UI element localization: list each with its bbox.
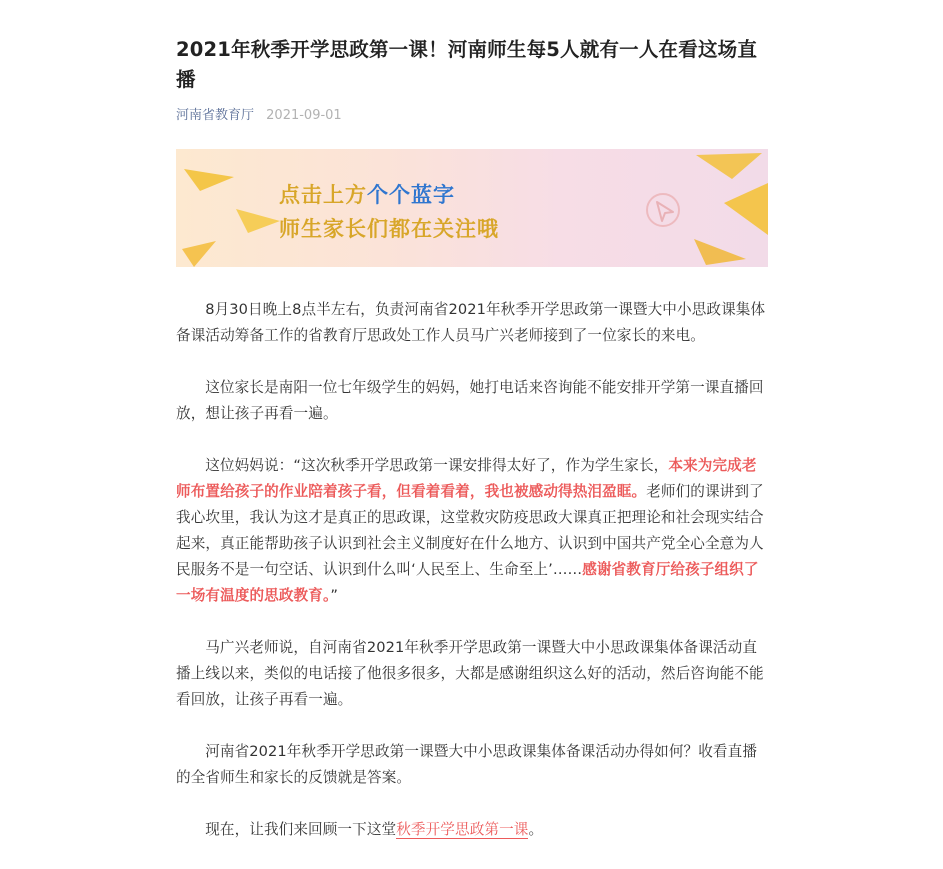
paragraph-1: 8月30日晚上8点半左右，负责河南省2021年秋季开学思政第一课暨大中小思政课集体备课活动筹备工作的省教育厅思政处工作人员马广兴老师接到了一位家长的来电。 (176, 301, 766, 344)
quote-highlight-1: 本来为完成老师布置给孩子的作业陪着孩子看，但看着看着，我也被感动得热泪盈眶。 (176, 457, 757, 500)
gold-shard-2 (236, 209, 280, 233)
banner-line-2: 师生家长们都在关注哦 (279, 217, 499, 241)
article-body (176, 297, 768, 843)
paragraph-3 (176, 453, 768, 609)
course-link[interactable]: 秋季开学思政第一课 (396, 821, 529, 838)
gold-shard-4 (696, 153, 762, 179)
quote-text-2: 老师们的课讲到了我心坎里，我认为这才是真正的思政课，这堂救灾防疫思政大课真正把理论和社会现实结合起来，真正能帮助孩子认识到社会主义制度好在什么地方、认识到中国共产党全心全意为人民服务不是一句空话、认识到什么叫‘人民至上、生命至上’…… (176, 483, 764, 578)
gold-shard-1 (184, 169, 234, 191)
paragraph-5: 河南省2021年秋季开学思政第一课暨大中小思政课集体备课活动办得如何？收看直播的全省师生和家长的反馈就是答案。 (176, 743, 758, 786)
paragraph-4: 马广兴老师说，自河南省2021年秋季开学思政第一课暨大中小思政课集体备课活动直播上线以来，类似的电话接了他很多很多，大都是感谢组织这么好的活动，然后咨询能不能看回放，让孩子再看一遍。 (176, 639, 764, 708)
author-link[interactable]: 河南省教育厅 (176, 108, 255, 123)
paragraph-6 (176, 817, 768, 843)
paragraph-2: 这位家长是南阳一位七年级学生的妈妈，她打电话来咨询能不能安排开学第一课直播回放，想让孩子再看一遍。 (176, 379, 764, 422)
publish-date: 2021-09-01 (266, 108, 342, 123)
p6-suffix: 。 (528, 821, 544, 838)
quote-text-1: 这位妈妈说：“这次秋季开学思政第一课安排得太好了，作为学生家长， (205, 457, 669, 474)
follow-banner[interactable] (176, 149, 768, 267)
banner-decoration (176, 149, 768, 267)
banner-line-1 (279, 181, 455, 209)
quote-highlight-2: 感谢省教育厅给孩子组织了一场有温度的思政教育。 (176, 561, 759, 604)
p6-prefix: 现在，让我们来回顾一下这堂 (205, 821, 397, 838)
gold-shard-5 (724, 183, 768, 235)
quote-end: ” (330, 587, 339, 604)
article-meta (176, 106, 768, 126)
banner-prefix: 点击上方 (279, 183, 367, 207)
article (176, 0, 768, 869)
article-title: 2021年秋季开学思政第一课！河南师生每5人就有一人在看这场直播 (176, 38, 758, 91)
gold-shard-6 (694, 239, 746, 265)
banner-blue-text: 个个蓝字 (367, 183, 455, 207)
gold-shard-3 (182, 241, 216, 267)
cursor-click-icon (647, 194, 679, 226)
